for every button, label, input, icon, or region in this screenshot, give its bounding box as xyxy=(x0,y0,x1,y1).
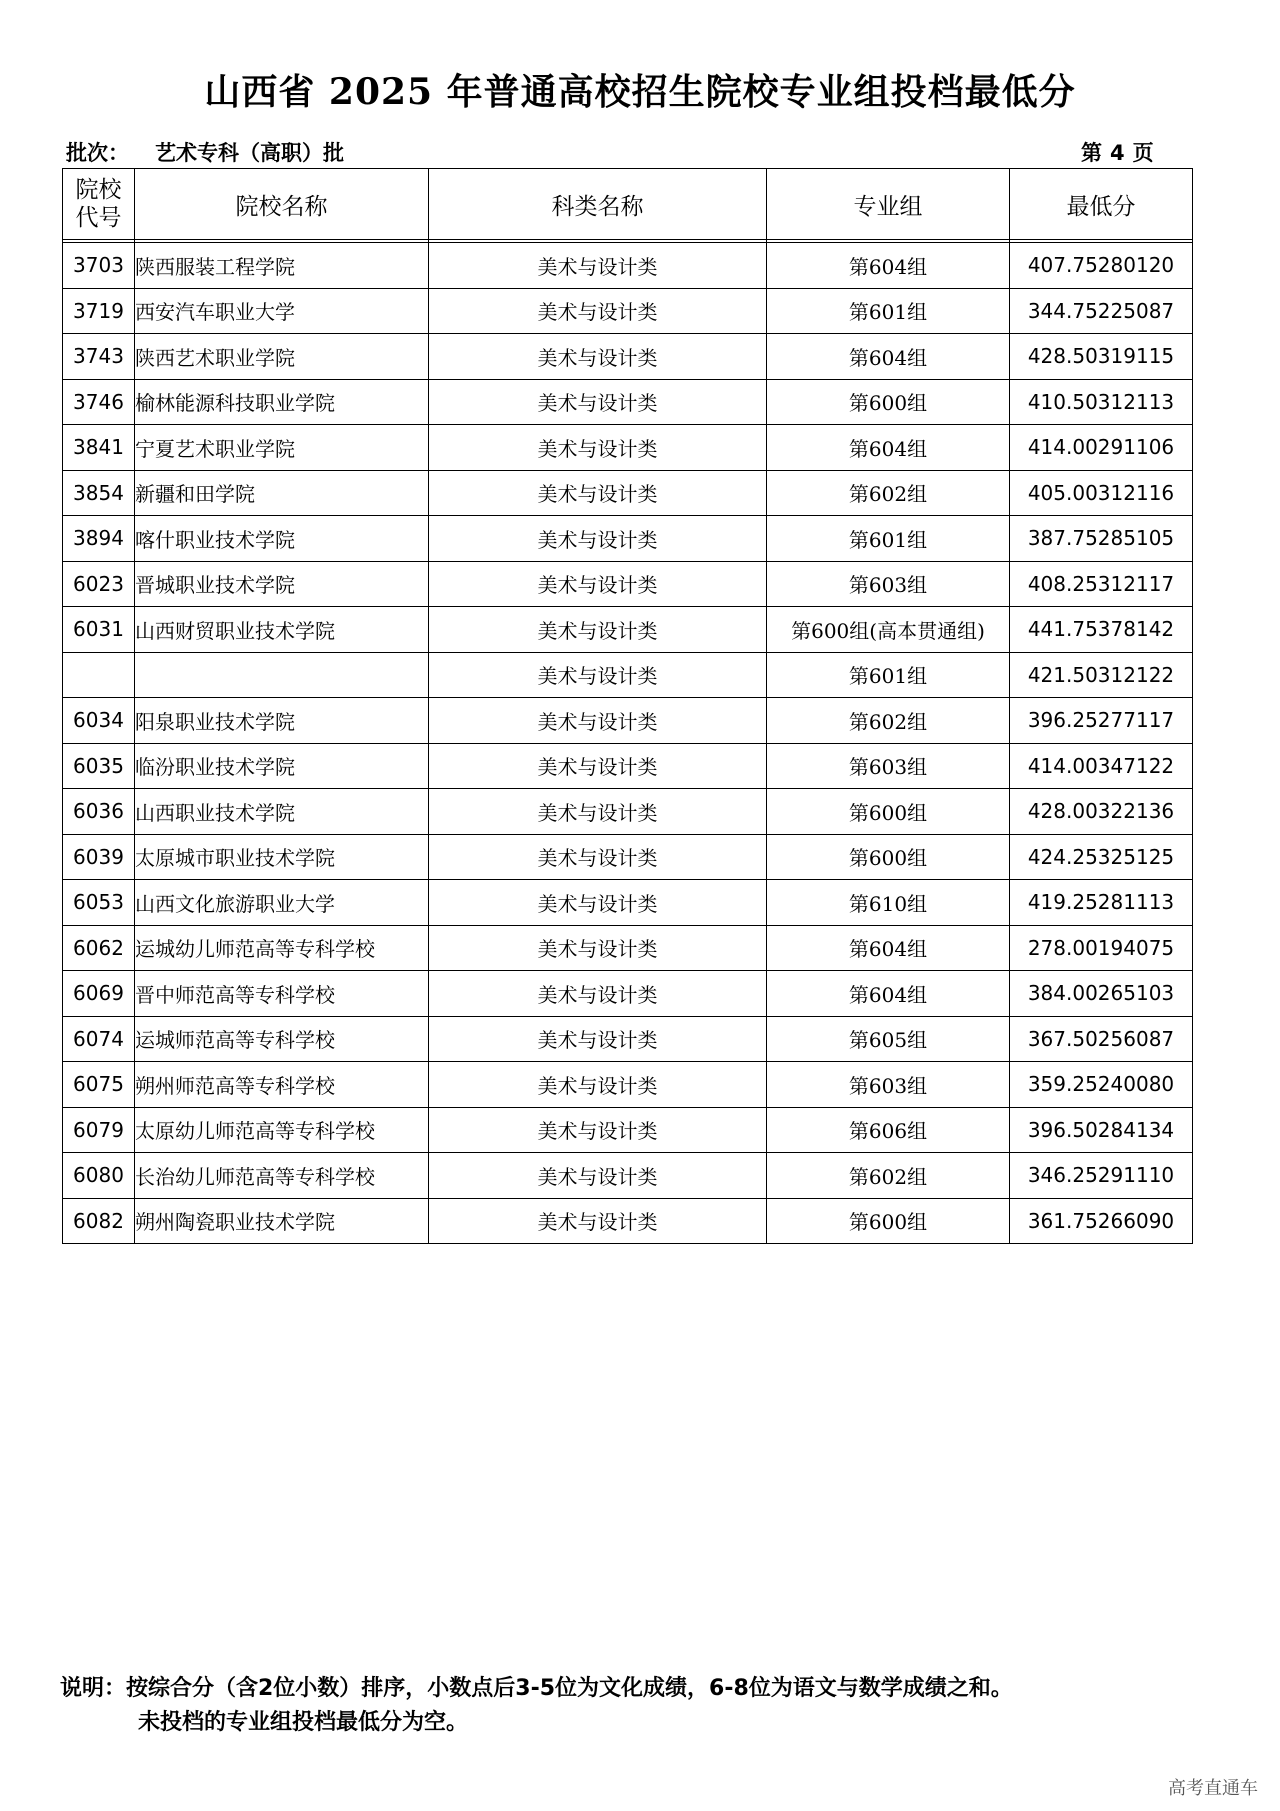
header-min-score: 最低分 xyxy=(1010,169,1193,240)
cell-category: 美术与设计类 xyxy=(429,743,767,789)
cell-school-name: 运城幼儿师范高等专科学校 xyxy=(135,925,429,971)
watermark-text: 高考直通车 xyxy=(1168,1778,1258,1799)
cell-group: 第610组 xyxy=(767,880,1010,926)
cell-category: 美术与设计类 xyxy=(429,1198,767,1244)
cell-school-code: 3854 xyxy=(63,470,135,516)
cell-group: 第605组 xyxy=(767,1016,1010,1062)
table-row xyxy=(63,607,1193,653)
table-row xyxy=(63,1062,1193,1108)
batch-label: 批次： xyxy=(66,141,129,165)
cell-school-code: 3746 xyxy=(63,379,135,425)
cell-school-name: 山西职业技术学院 xyxy=(135,789,429,835)
cell-min-score: 396.50284134 xyxy=(1010,1107,1193,1153)
cell-category: 美术与设计类 xyxy=(429,698,767,744)
table-body xyxy=(63,240,1193,1244)
cell-school-code: 3841 xyxy=(63,425,135,471)
cell-min-score: 367.50256087 xyxy=(1010,1016,1193,1062)
cell-school-code: 6036 xyxy=(63,789,135,835)
cell-min-score: 396.25277117 xyxy=(1010,698,1193,744)
cell-school-name: 阳泉职业技术学院 xyxy=(135,698,429,744)
cell-min-score: 387.75285105 xyxy=(1010,516,1193,562)
cell-category: 美术与设计类 xyxy=(429,334,767,380)
cell-school-name: 山西文化旅游职业大学 xyxy=(135,880,429,926)
cell-school-name: 榆林能源科技职业学院 xyxy=(135,379,429,425)
page-title: 山西省 2025 年普通高校招生院校专业组投档最低分 xyxy=(204,71,1076,113)
table-row xyxy=(63,1107,1193,1153)
cell-school-code: 6035 xyxy=(63,743,135,789)
table-row xyxy=(63,379,1193,425)
cell-category: 美术与设计类 xyxy=(429,425,767,471)
table-row xyxy=(63,971,1193,1017)
cell-school-name: 陕西艺术职业学院 xyxy=(135,334,429,380)
cell-min-score: 384.00265103 xyxy=(1010,971,1193,1017)
cell-school-code: 6075 xyxy=(63,1062,135,1108)
cell-group: 第600组 xyxy=(767,1198,1010,1244)
cell-group: 第604组 xyxy=(767,243,1010,289)
header-code-line2: 代号 xyxy=(75,205,122,231)
cell-school-code: 3719 xyxy=(63,288,135,334)
table-row xyxy=(63,880,1193,926)
cell-category: 美术与设计类 xyxy=(429,561,767,607)
cell-school-name: 运城师范高等专科学校 xyxy=(135,1016,429,1062)
table-row xyxy=(63,1016,1193,1062)
table-header-row xyxy=(63,169,1193,240)
score-table xyxy=(62,168,1193,1244)
cell-group: 第603组 xyxy=(767,743,1010,789)
cell-school-code: 6031 xyxy=(63,607,135,653)
cell-school-code: 6074 xyxy=(63,1016,135,1062)
footnote-line2: 未投档的专业组投档最低分为空。 xyxy=(138,1710,469,1735)
cell-school-code: 3894 xyxy=(63,516,135,562)
cell-min-score: 407.75280120 xyxy=(1010,243,1193,289)
cell-group: 第604组 xyxy=(767,971,1010,1017)
cell-school-name: 朔州陶瓷职业技术学院 xyxy=(135,1198,429,1244)
page-suffix: 页 xyxy=(1132,141,1154,165)
cell-category: 美术与设计类 xyxy=(429,880,767,926)
cell-min-score: 428.00322136 xyxy=(1010,789,1193,835)
table-row xyxy=(63,470,1193,516)
cell-school-name: 晋中师范高等专科学校 xyxy=(135,971,429,1017)
cell-school-name: 太原城市职业技术学院 xyxy=(135,834,429,880)
cell-min-score: 421.50312122 xyxy=(1010,652,1193,698)
cell-min-score: 278.00194075 xyxy=(1010,925,1193,971)
table-row xyxy=(63,243,1193,289)
cell-group: 第602组 xyxy=(767,1153,1010,1199)
table-row xyxy=(63,743,1193,789)
batch-value: 艺术专科（高职）批 xyxy=(155,141,344,165)
table-row xyxy=(63,789,1193,835)
cell-school-code: 6039 xyxy=(63,834,135,880)
cell-school-name: 宁夏艺术职业学院 xyxy=(135,425,429,471)
cell-group: 第604组 xyxy=(767,334,1010,380)
cell-group: 第604组 xyxy=(767,425,1010,471)
cell-category: 美术与设计类 xyxy=(429,1062,767,1108)
cell-group: 第600组 xyxy=(767,789,1010,835)
cell-category: 美术与设计类 xyxy=(429,379,767,425)
cell-school-code: 6079 xyxy=(63,1107,135,1153)
table-row xyxy=(63,516,1193,562)
cell-category: 美术与设计类 xyxy=(429,1153,767,1199)
cell-group: 第602组 xyxy=(767,698,1010,744)
cell-group: 第603组 xyxy=(767,561,1010,607)
cell-school-code: 6034 xyxy=(63,698,135,744)
cell-school-name: 陕西服装工程学院 xyxy=(135,243,429,289)
cell-category: 美术与设计类 xyxy=(429,971,767,1017)
cell-min-score: 414.00347122 xyxy=(1010,743,1193,789)
page-prefix: 第 xyxy=(1081,141,1102,165)
cell-category: 美术与设计类 xyxy=(429,516,767,562)
cell-min-score: 346.25291110 xyxy=(1010,1153,1193,1199)
header-group: 专业组 xyxy=(767,169,1010,240)
batch-info xyxy=(66,137,344,167)
cell-category: 美术与设计类 xyxy=(429,607,767,653)
cell-school-name: 新疆和田学院 xyxy=(135,470,429,516)
cell-min-score: 359.25240080 xyxy=(1010,1062,1193,1108)
cell-school-name: 晋城职业技术学院 xyxy=(135,561,429,607)
cell-min-score: 408.25312117 xyxy=(1010,561,1193,607)
cell-category: 美术与设计类 xyxy=(429,834,767,880)
cell-group: 第600组(高本贯通组) xyxy=(767,607,1010,653)
cell-school-code: 6069 xyxy=(63,971,135,1017)
cell-min-score: 424.25325125 xyxy=(1010,834,1193,880)
table-row xyxy=(63,425,1193,471)
page-number-value: 4 xyxy=(1110,141,1125,165)
header-category: 科类名称 xyxy=(429,169,767,240)
cell-min-score: 428.50319115 xyxy=(1010,334,1193,380)
table-row xyxy=(63,334,1193,380)
cell-group: 第604组 xyxy=(767,925,1010,971)
table-row xyxy=(63,652,1193,698)
cell-school-code: 6053 xyxy=(63,880,135,926)
cell-category: 美术与设计类 xyxy=(429,1016,767,1062)
cell-school-name: 太原幼儿师范高等专科学校 xyxy=(135,1107,429,1153)
cell-category: 美术与设计类 xyxy=(429,243,767,289)
cell-group: 第606组 xyxy=(767,1107,1010,1153)
cell-category: 美术与设计类 xyxy=(429,288,767,334)
page-number xyxy=(1081,137,1154,167)
cell-group: 第601组 xyxy=(767,652,1010,698)
cell-min-score: 410.50312113 xyxy=(1010,379,1193,425)
cell-min-score: 419.25281113 xyxy=(1010,880,1193,926)
table-row xyxy=(63,1198,1193,1244)
cell-min-score: 405.00312116 xyxy=(1010,470,1193,516)
cell-category: 美术与设计类 xyxy=(429,789,767,835)
table-row xyxy=(63,698,1193,744)
table-row xyxy=(63,561,1193,607)
cell-category: 美术与设计类 xyxy=(429,1107,767,1153)
cell-school-name: 西安汽车职业大学 xyxy=(135,288,429,334)
cell-school-code: 3743 xyxy=(63,334,135,380)
cell-min-score: 361.75266090 xyxy=(1010,1198,1193,1244)
cell-group: 第600组 xyxy=(767,834,1010,880)
cell-school-code: 6082 xyxy=(63,1198,135,1244)
table-row xyxy=(63,1153,1193,1199)
cell-school-code: 3703 xyxy=(63,243,135,289)
cell-group: 第601组 xyxy=(767,288,1010,334)
cell-school-name: 喀什职业技术学院 xyxy=(135,516,429,562)
cell-group: 第602组 xyxy=(767,470,1010,516)
table-row xyxy=(63,925,1193,971)
cell-school-name: 山西财贸职业技术学院 xyxy=(135,607,429,653)
cell-category: 美术与设计类 xyxy=(429,470,767,516)
cell-group: 第600组 xyxy=(767,379,1010,425)
cell-group: 第603组 xyxy=(767,1062,1010,1108)
footnote-line1: 说明：按综合分（含2位小数）排序，小数点后3-5位为文化成绩，6-8位为语文与数学成绩之和。 xyxy=(60,1676,1013,1701)
header-school-code xyxy=(63,169,135,240)
cell-school-name xyxy=(135,652,429,698)
cell-school-name: 临汾职业技术学院 xyxy=(135,743,429,789)
cell-school-code: 6080 xyxy=(63,1153,135,1199)
header-school-name: 院校名称 xyxy=(135,169,429,240)
cell-min-score: 414.00291106 xyxy=(1010,425,1193,471)
cell-group: 第601组 xyxy=(767,516,1010,562)
cell-school-code xyxy=(63,652,135,698)
cell-school-code: 6023 xyxy=(63,561,135,607)
cell-school-name: 朔州师范高等专科学校 xyxy=(135,1062,429,1108)
table-row xyxy=(63,288,1193,334)
cell-min-score: 441.75378142 xyxy=(1010,607,1193,653)
table-row xyxy=(63,834,1193,880)
cell-category: 美术与设计类 xyxy=(429,652,767,698)
header-code-line1: 院校 xyxy=(75,177,122,203)
footnote xyxy=(60,1672,1013,1740)
cell-category: 美术与设计类 xyxy=(429,925,767,971)
cell-min-score: 344.75225087 xyxy=(1010,288,1193,334)
cell-school-name: 长治幼儿师范高等专科学校 xyxy=(135,1153,429,1199)
cell-school-code: 6062 xyxy=(63,925,135,971)
